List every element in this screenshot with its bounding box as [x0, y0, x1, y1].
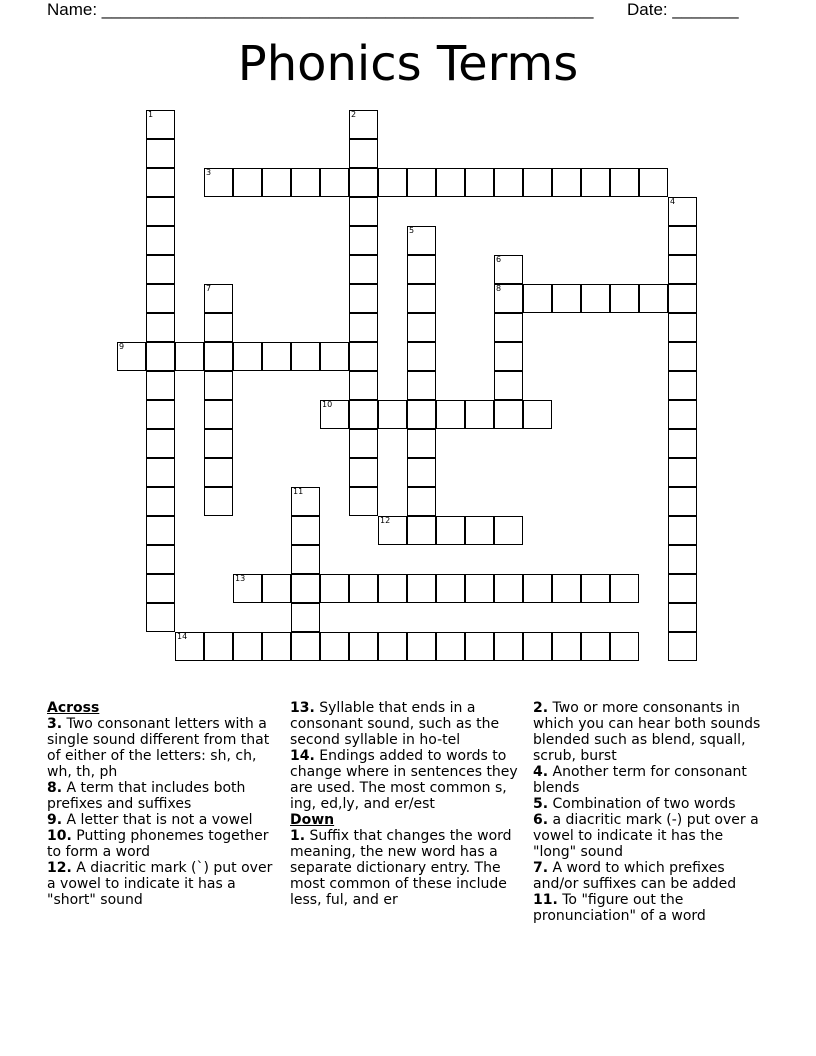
grid-cell[interactable]: [146, 458, 175, 487]
clue-number: 12: [380, 516, 391, 525]
grid-cell[interactable]: [494, 313, 523, 342]
grid-cell[interactable]: [349, 284, 378, 313]
clue-down-4: 4. Another term for consonant blends: [533, 764, 747, 796]
grid-cell[interactable]: [291, 168, 320, 197]
grid-cell[interactable]: [146, 110, 175, 139]
grid-cell[interactable]: [436, 168, 465, 197]
grid-cell[interactable]: [349, 400, 378, 429]
grid-cell[interactable]: [378, 516, 407, 545]
grid-cell[interactable]: [146, 371, 175, 400]
grid-cell[interactable]: [610, 168, 639, 197]
grid-cell[interactable]: [146, 429, 175, 458]
grid-cell[interactable]: [291, 516, 320, 545]
grid-cell[interactable]: [407, 574, 436, 603]
grid-cell[interactable]: [668, 342, 697, 371]
grid-cell[interactable]: [320, 400, 349, 429]
clue-number: 13: [235, 574, 246, 583]
page-title: Phonics Terms: [237, 36, 579, 92]
clue-across-8: 8. A term that includes both prefixes and suffixes: [47, 780, 246, 812]
clue-across-12: 12. A diacritic mark (`) put over a vowel to indicate it has a "short" sound: [47, 860, 273, 908]
grid-cell[interactable]: [262, 168, 291, 197]
grid-cell[interactable]: [291, 574, 320, 603]
grid-cell[interactable]: [320, 342, 349, 371]
grid-cell[interactable]: [465, 168, 494, 197]
grid-cell[interactable]: [378, 400, 407, 429]
grid-cell[interactable]: [204, 313, 233, 342]
grid-cell[interactable]: [146, 603, 175, 632]
grid-cell[interactable]: [668, 545, 697, 574]
grid-cell[interactable]: [175, 342, 204, 371]
grid-cell[interactable]: [668, 371, 697, 400]
grid-cell[interactable]: [552, 168, 581, 197]
grid-cell[interactable]: [494, 255, 523, 284]
across-heading: Across: [47, 700, 100, 716]
date-field-line: Date: _______: [627, 0, 739, 19]
grid-cell[interactable]: [204, 487, 233, 516]
grid-cell[interactable]: [668, 487, 697, 516]
grid-cell[interactable]: [494, 574, 523, 603]
grid-cell[interactable]: [175, 632, 204, 661]
grid-cell[interactable]: [465, 400, 494, 429]
grid-cell[interactable]: [407, 429, 436, 458]
clue-number: 7: [206, 284, 212, 293]
grid-cell[interactable]: [349, 632, 378, 661]
grid-cell[interactable]: [668, 603, 697, 632]
grid-cell[interactable]: [349, 139, 378, 168]
grid-cell[interactable]: [494, 516, 523, 545]
grid-cell[interactable]: [668, 632, 697, 661]
grid-cell[interactable]: [436, 400, 465, 429]
grid-cell[interactable]: [523, 632, 552, 661]
clue-down-6: 6. a diacritic mark (-) put over a vowel to indicate it has the "long" sound: [533, 812, 759, 860]
grid-cell[interactable]: [204, 400, 233, 429]
grid-cell[interactable]: [407, 632, 436, 661]
grid-cell[interactable]: [291, 632, 320, 661]
grid-cell[interactable]: [668, 516, 697, 545]
clue-number: 3: [206, 168, 212, 177]
grid-cell[interactable]: [407, 371, 436, 400]
clue-down-11: 11. To "figure out the pronunciation" of a word: [533, 892, 706, 924]
clue-number: 5: [409, 226, 415, 235]
grid-cell[interactable]: [494, 371, 523, 400]
grid-cell[interactable]: [552, 632, 581, 661]
grid-cell[interactable]: [291, 603, 320, 632]
grid-cell[interactable]: [407, 516, 436, 545]
grid-cell[interactable]: [407, 284, 436, 313]
grid-cell[interactable]: [262, 342, 291, 371]
grid-cell[interactable]: [494, 284, 523, 313]
clue-down-7: 7. A word to which prefixes and/or suffixes can be added: [533, 860, 737, 892]
clue-across-9: 9. A letter that is not a vowel: [47, 812, 253, 828]
grid-cell[interactable]: [465, 632, 494, 661]
grid-cell[interactable]: [523, 574, 552, 603]
grid-cell[interactable]: [668, 197, 697, 226]
grid-cell[interactable]: [407, 458, 436, 487]
grid-cell[interactable]: [204, 168, 233, 197]
grid-cell[interactable]: [262, 574, 291, 603]
grid-cell[interactable]: [523, 168, 552, 197]
clue-down-5: 5. Combination of two words: [533, 796, 736, 812]
clue-down-1: 1. Suffix that changes the word meaning, the new word has a separate dictionary entry. The most common of these include less, ful, and er: [290, 828, 512, 908]
clue-number: 10: [322, 400, 333, 409]
grid-cell[interactable]: [233, 168, 262, 197]
grid-cell[interactable]: [146, 400, 175, 429]
grid-cell[interactable]: [494, 168, 523, 197]
grid-cell[interactable]: [146, 516, 175, 545]
grid-cell[interactable]: [407, 255, 436, 284]
grid-cell[interactable]: [349, 574, 378, 603]
grid-cell[interactable]: [436, 516, 465, 545]
grid-cell[interactable]: [349, 197, 378, 226]
grid-cell[interactable]: [146, 197, 175, 226]
grid-cell[interactable]: [349, 313, 378, 342]
grid-cell[interactable]: [494, 632, 523, 661]
grid-cell[interactable]: [320, 168, 349, 197]
clue-across-14: 14. Endings added to words to change where in sentences they are used. The most common s, ing, ed,ly, and er/est: [290, 748, 518, 812]
down-heading: Down: [290, 812, 335, 828]
grid-cell[interactable]: [291, 487, 320, 516]
grid-cell[interactable]: [146, 255, 175, 284]
grid-cell[interactable]: [610, 632, 639, 661]
grid-cell[interactable]: [146, 284, 175, 313]
grid-cell[interactable]: [146, 139, 175, 168]
grid-cell[interactable]: [233, 342, 262, 371]
grid-cell[interactable]: [204, 371, 233, 400]
clue-number: 2: [351, 110, 357, 119]
grid-cell[interactable]: [146, 313, 175, 342]
clue-number: 4: [670, 197, 676, 206]
grid-cell[interactable]: [349, 168, 378, 197]
grid-cell[interactable]: [378, 168, 407, 197]
grid-cell[interactable]: [407, 487, 436, 516]
grid-cell[interactable]: [668, 313, 697, 342]
grid-cell[interactable]: [378, 574, 407, 603]
grid-cell[interactable]: [146, 342, 175, 371]
grid-cell[interactable]: [494, 342, 523, 371]
grid-cell[interactable]: [262, 632, 291, 661]
grid-cell[interactable]: [581, 574, 610, 603]
grid-cell[interactable]: [407, 342, 436, 371]
grid-cell[interactable]: [117, 342, 146, 371]
grid-cell[interactable]: [204, 632, 233, 661]
grid-cell[interactable]: [349, 487, 378, 516]
grid-cell[interactable]: [407, 313, 436, 342]
grid-cell[interactable]: [349, 226, 378, 255]
grid-cell[interactable]: [668, 255, 697, 284]
grid-cell[interactable]: [349, 110, 378, 139]
grid-cell[interactable]: [349, 255, 378, 284]
grid-cell[interactable]: [581, 168, 610, 197]
clue-across-3: 3. Two consonant letters with a single sound different from that of either of the letters: sh, ch, wh, th, ph: [47, 716, 270, 780]
grid-cell[interactable]: [291, 545, 320, 574]
clue-number: 8: [496, 284, 502, 293]
grid-cell[interactable]: [639, 284, 668, 313]
grid-cell[interactable]: [320, 574, 349, 603]
clue-down-2: 2. Two or more consonants in which you can hear both sounds blended such as blend, squall, scrub, burst: [533, 700, 761, 764]
grid-cell[interactable]: [494, 400, 523, 429]
clue-number: 11: [293, 487, 304, 496]
grid-cell[interactable]: [436, 632, 465, 661]
grid-cell[interactable]: [552, 574, 581, 603]
grid-cell[interactable]: [668, 284, 697, 313]
grid-cell[interactable]: [668, 458, 697, 487]
grid-cell[interactable]: [204, 429, 233, 458]
grid-cell[interactable]: [639, 168, 668, 197]
grid-cell[interactable]: [146, 168, 175, 197]
grid-cell[interactable]: [320, 632, 349, 661]
grid-cell[interactable]: [233, 632, 262, 661]
grid-cell[interactable]: [233, 574, 262, 603]
grid-cell[interactable]: [668, 429, 697, 458]
grid-cell[interactable]: [581, 632, 610, 661]
grid-cell[interactable]: [146, 574, 175, 603]
clues-column-3: [533, 700, 769, 924]
grid-cell[interactable]: [349, 371, 378, 400]
grid-cell[interactable]: [610, 574, 639, 603]
grid-cell[interactable]: [465, 574, 494, 603]
grid-cell[interactable]: [523, 400, 552, 429]
clue-across-13: 13. Syllable that ends in a consonant sound, such as the second syllable in ho-tel: [290, 700, 500, 748]
grid-cell[interactable]: [146, 545, 175, 574]
grid-cell[interactable]: [668, 400, 697, 429]
clue-number: 6: [496, 255, 502, 264]
grid-cell[interactable]: [465, 516, 494, 545]
grid-cell[interactable]: [668, 574, 697, 603]
clue-number: 9: [119, 342, 125, 351]
grid-cell[interactable]: [204, 458, 233, 487]
name-field-line: Name: ____________________________________________________: [47, 0, 594, 19]
clues-column-1: [47, 700, 283, 908]
grid-cell[interactable]: [349, 458, 378, 487]
grid-cell[interactable]: [668, 226, 697, 255]
grid-cell[interactable]: [291, 342, 320, 371]
clue-across-10: 10. Putting phonemes together to form a word: [47, 828, 269, 860]
grid-cell[interactable]: [407, 226, 436, 255]
grid-cell[interactable]: [146, 226, 175, 255]
grid-cell[interactable]: [349, 429, 378, 458]
grid-cell[interactable]: [146, 487, 175, 516]
grid-cell[interactable]: [610, 284, 639, 313]
grid-cell[interactable]: [204, 284, 233, 313]
grid-cell[interactable]: [407, 400, 436, 429]
grid-cell[interactable]: [407, 168, 436, 197]
grid-cell[interactable]: [378, 632, 407, 661]
grid-cell[interactable]: [552, 284, 581, 313]
grid-cell[interactable]: [581, 284, 610, 313]
clues-column-2: [290, 700, 528, 908]
grid-cell[interactable]: [436, 574, 465, 603]
clue-number: 1: [148, 110, 154, 119]
grid-cell[interactable]: [349, 342, 378, 371]
grid-cell[interactable]: [523, 284, 552, 313]
clue-number: 14: [177, 632, 188, 641]
grid-cell[interactable]: [204, 342, 233, 371]
